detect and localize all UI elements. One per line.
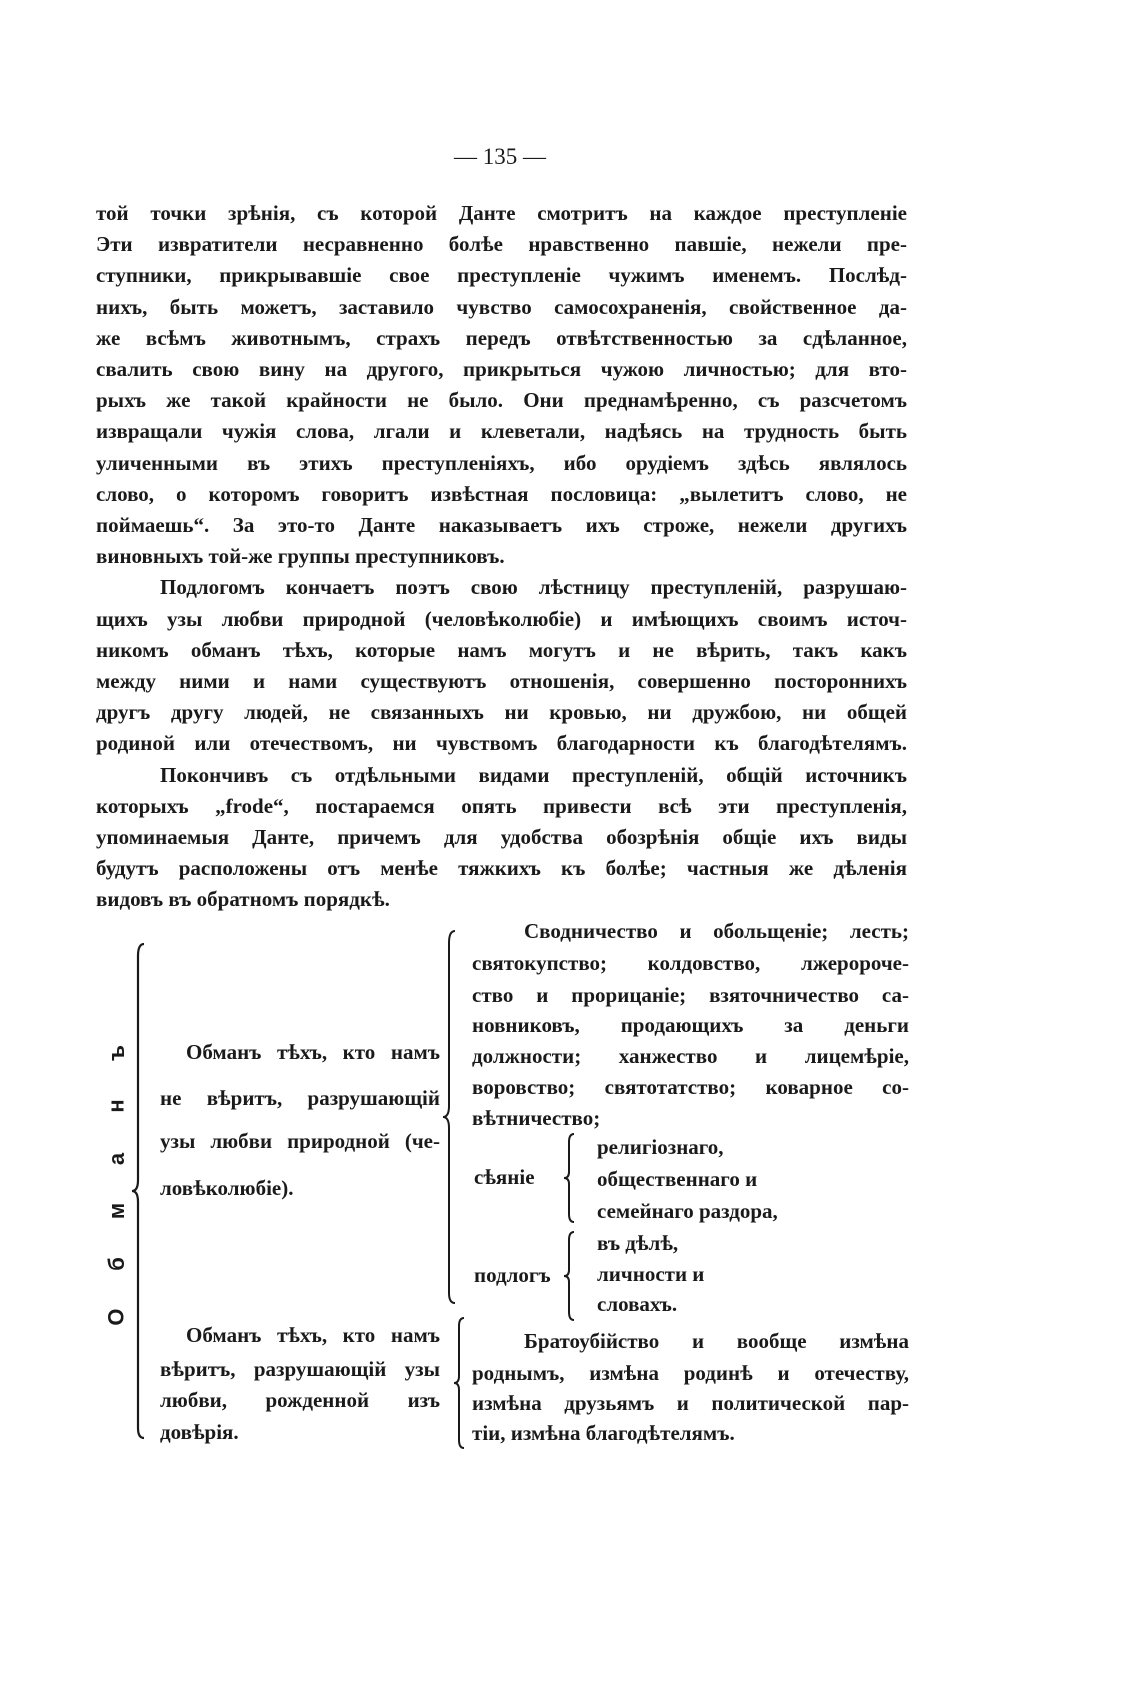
paragraph-line: щихъ узы любви природной (человѣколюбіе) и имѣющихъ своимъ источ-	[96, 606, 907, 631]
paragraph-line: упоминаемыя Данте, причемъ для удобства обозрѣнія общіе ихъ виды	[96, 825, 907, 849]
forgery-label: подлогъ	[474, 1263, 551, 1287]
sowing-item: семейнаго раздора,	[597, 1199, 778, 1223]
group1-label-line: узы любви природной (че-	[160, 1129, 440, 1153]
group1-item-line: ство и прорицаніе; взяточничество са-	[472, 983, 909, 1007]
page-number: — 135 —	[454, 144, 546, 169]
group2-label-line: любви, рожденной изъ	[160, 1388, 440, 1412]
paragraph-line: Подлогомъ кончаетъ поэтъ свою лѣстницу преступленій, разрушаю-	[160, 575, 907, 600]
root-label-letter: м	[104, 1203, 129, 1220]
root-label-letter: н	[103, 1099, 129, 1113]
group1-item-line: должности; ханжество и лицемѣріе,	[472, 1044, 909, 1068]
group1-label-line: Обманъ тѣхъ, кто намъ	[186, 1040, 440, 1064]
paragraph-line: той точки зрѣнія, съ которой Данте смотритъ на каждое преступленіе	[96, 201, 907, 225]
forgery-item: въ дѣлѣ,	[597, 1231, 679, 1255]
paragraph-line: поймаешь“. За это-то Данте наказываетъ ихъ строже, нежели другихъ	[96, 513, 907, 537]
group1-item-line: вѣтничество;	[472, 1106, 601, 1130]
sowing-item: религіознаго,	[597, 1135, 724, 1159]
group2-label-line: вѣритъ, разрушающій узы	[160, 1357, 440, 1381]
paragraph-line: извращали чужія слова, лгали и клеветали, надѣясь на трудность быть	[96, 419, 907, 444]
group2-item-line: роднымъ, измѣна родинѣ и отечеству,	[472, 1361, 909, 1385]
group2-label-line: Обманъ тѣхъ, кто намъ	[186, 1323, 440, 1347]
paragraph-line: которыхъ „frode“, постараемся опять привести всѣ эти преступленія,	[96, 793, 907, 818]
paragraph-line: между ними и нами существуютъ отношенія, совершенно постороннихъ	[96, 669, 907, 693]
paragraph-line: другъ другу людей, не связанныхъ ни кровью, ни дружбою, ни общей	[96, 700, 907, 725]
group1-item-line: Сводничество и обольщеніе; лесть;	[524, 919, 909, 943]
root-label-obman	[104, 1040, 130, 1330]
forgery-item: словахъ.	[597, 1292, 678, 1316]
root-label-letter: ъ	[103, 1044, 129, 1062]
group2-label-line: довѣрія.	[160, 1420, 239, 1444]
group1-label-line: ловѣколюбіе).	[160, 1176, 294, 1200]
group1-item-line: воровство; святотатство; коварное со-	[472, 1075, 909, 1099]
sowing-label: сѣяніе	[474, 1165, 535, 1189]
sowing-item: общественнаго и	[597, 1167, 758, 1191]
root-label-letter: а	[104, 1152, 129, 1165]
paragraph-line: нихъ, быть можетъ, заставило чувство самосохраненія, свойственное да-	[96, 294, 907, 319]
paragraph-line: виновныхъ той-же группы преступниковъ.	[96, 544, 505, 569]
group2-item-line: тіи, измѣна благодѣтелямъ.	[472, 1421, 735, 1445]
paragraph-line: родиной или отечествомъ, ни чувствомъ благодарности къ благодѣтелямъ.	[96, 731, 907, 756]
paragraph-line: ступники, прикрывавшіе свое преступленіе чужимъ именемъ. Послѣд-	[96, 263, 907, 288]
group2-item-line: Братоубійство и вообще измѣна	[524, 1329, 909, 1353]
paragraph-line: слово, о которомъ говоритъ извѣстная пословица: „вылетитъ слово, не	[96, 481, 907, 506]
paragraph-line: уличенными въ этихъ преступленіяхъ, ибо орудіемъ здѣсь являлось	[96, 450, 907, 475]
brace-sowing	[562, 1134, 580, 1222]
forgery-item: личности и	[597, 1262, 705, 1286]
paragraph-line: никомъ обманъ тѣхъ, которые намъ могутъ и не вѣрить, такъ какъ	[96, 637, 907, 662]
paragraph-line: будутъ расположены отъ менѣе тяжкихъ къ болѣе; частныя же дѣленія	[96, 856, 907, 881]
group2-item-line: измѣна друзьямъ и политической пар-	[472, 1391, 909, 1415]
paragraph-line: же всѣмъ животнымъ, страхъ передъ отвѣтственностью за сдѣланное,	[96, 325, 907, 350]
paragraph-line: рыхъ же такой крайности не было. Они преднамѣренно, съ разсчетомъ	[96, 388, 907, 413]
paragraph-line: свалить свою вину на другого, прикрыться чужою личностью; для вто-	[96, 357, 907, 381]
brace-root	[130, 944, 150, 1438]
root-label-letter: б	[104, 1257, 129, 1271]
group1-label-line: не вѣритъ, разрушающій	[160, 1086, 440, 1110]
root-label-letter: О	[104, 1308, 129, 1326]
paragraph-line: видовъ въ обратномъ порядкѣ.	[96, 887, 390, 912]
brace-group1	[441, 931, 461, 1303]
paragraph-line: Покончивъ съ отдѣльными видами преступленій, общій источникъ	[160, 762, 907, 787]
paragraph-line: Эти извратители несравненно болѣе нравственно павшіе, нежели пре-	[96, 232, 907, 257]
brace-forgery	[562, 1232, 580, 1320]
group1-item-line: святокупство; колдовство, лжеророче-	[472, 951, 909, 975]
brace-group2	[452, 1318, 470, 1448]
group1-item-line: новниковъ, продающихъ за деньги	[472, 1013, 909, 1037]
